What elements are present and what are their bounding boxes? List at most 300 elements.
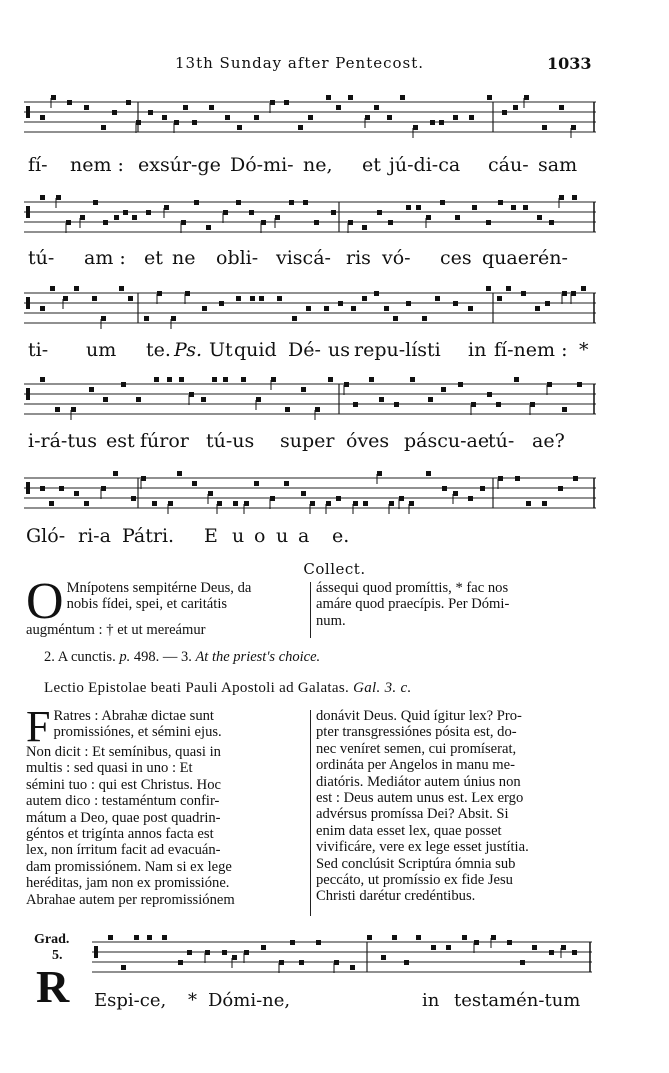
neume [472,205,477,210]
neume [520,960,525,965]
neume [324,306,329,311]
neume [308,115,313,120]
neume [435,296,440,301]
neume [526,501,531,506]
gradual-label: Grad. [34,932,70,947]
neume [80,215,85,220]
epistle-reference: Gal. 3. c. [353,680,412,696]
neume [572,950,577,955]
neume [201,397,206,402]
neume [108,935,113,940]
neume [374,291,379,296]
clef [26,206,30,218]
neume [147,935,152,940]
epistle-initial: F [26,702,51,751]
neume [74,491,79,496]
text-line: Abrahae autem per repromissiónem [26,891,235,908]
gradual-lyrics [94,990,594,1016]
epistle-right-column [316,708,592,905]
syllable: sam [538,154,578,176]
neume [559,105,564,110]
syllable: ri-a [78,525,111,547]
neume [571,291,576,296]
chant-staff-4 [24,374,596,424]
neume [103,220,108,225]
syllable: fúror [140,430,189,452]
neume [524,95,529,100]
neume [236,296,241,301]
syllable: ne [172,247,196,269]
neume [192,481,197,486]
neume [101,125,106,130]
text-line: mátum a Deo, quae post quadrin- [26,809,221,826]
neume [244,501,249,506]
epistle-left-column [26,702,304,908]
neume [572,195,577,200]
neume [363,501,368,506]
clef [94,946,98,958]
syllable: quaerén- [482,247,568,269]
neume [185,291,190,296]
neume [326,95,331,100]
neume [406,301,411,306]
neume [292,316,297,321]
neume [387,115,392,120]
neume [178,960,183,965]
neume [409,501,414,506]
text-line: géntos et trigínta annos facta est [26,826,214,843]
neume [404,960,409,965]
neume [205,950,210,955]
neume [532,945,537,950]
neume [521,291,526,296]
text-line: vivificáre, vere ex lege esset justítia. [316,839,529,856]
neume [89,387,94,392]
neume [362,225,367,230]
text-line: multis : sed quasi in uno : Et [26,760,193,777]
text-line: num. [316,612,346,629]
syllable: fí-nem : [494,339,568,361]
neume [316,940,321,945]
syllable: nem : [70,154,124,176]
neume [306,306,311,311]
syllable: óves [346,430,390,452]
neume [181,220,186,225]
neume [498,476,503,481]
neume [84,501,89,506]
neume [547,382,552,387]
note-separator: — 3. [162,649,192,665]
neume [134,935,139,940]
neume [164,205,169,210]
neume [338,301,343,306]
neume [506,286,511,291]
neume [162,935,167,940]
neume [222,950,227,955]
gradual-staff [92,932,592,982]
syllable: tú-us [206,430,255,452]
neume [426,471,431,476]
syllable: super [280,430,335,452]
chant-lyrics-5 [26,525,626,551]
neume [530,402,535,407]
neume [40,115,45,120]
neume [497,296,502,301]
neume [298,125,303,130]
syllable: fí- [28,154,48,176]
neume [187,950,192,955]
note-page-ref: 498. [133,649,160,665]
syllable: ris [346,247,371,269]
syllable: Pátri. [122,525,175,547]
neume [301,387,306,392]
syllable: viscá- [276,247,331,269]
neume [167,377,172,382]
neume [507,940,512,945]
neume [453,301,458,306]
neume [270,496,275,501]
neume [331,210,336,215]
neume [351,306,356,311]
text-line: sémini tuo : qui est Christus. Hoc [26,776,221,793]
syllable: u [276,525,289,547]
neume [40,486,45,491]
neume [440,200,445,205]
neume [208,491,213,496]
syllable: Dómi-ne, [208,990,291,1011]
neume [441,387,446,392]
neume [123,210,128,215]
neume [515,476,520,481]
neume [455,215,460,220]
neume [561,945,566,950]
neume [101,316,106,321]
neume [428,397,433,402]
syllable: páscu-ae [404,430,490,452]
neume [136,397,141,402]
syllable: repu-lísti [354,339,441,361]
syllable: cáu- [488,154,529,176]
chant-lyrics-4 [26,430,626,456]
neume [377,471,382,476]
neume [537,215,542,220]
neume [523,205,528,210]
neume [577,382,582,387]
neume [558,486,563,491]
syllable: u [232,525,245,547]
neume [40,306,45,311]
syllable: am : [84,247,126,269]
neume [56,195,61,200]
neume [256,397,261,402]
neume [334,960,339,965]
neume [277,296,282,301]
syllable: vó- [382,247,411,269]
neume [279,960,284,965]
neume [400,95,405,100]
text-line: Ratres : Abrahæ dictae sunt [53,708,214,724]
syllable: et [144,247,163,269]
syllable: jú-di-ca [389,154,461,176]
neume [573,476,578,481]
syllable: te. [146,339,171,361]
syllable: um [86,339,117,361]
neume [223,377,228,382]
neume [511,205,516,210]
neume [254,481,259,486]
neume [365,115,370,120]
neume [71,407,76,412]
syllable: Gló- [26,525,66,547]
neume [212,377,217,382]
neume [514,377,519,382]
neume [487,95,492,100]
neume [446,945,451,950]
neume [315,407,320,412]
neume [119,286,124,291]
neume [422,316,427,321]
neume [542,501,547,506]
syllable: o [254,525,266,547]
clef [26,388,30,400]
neume [270,100,275,105]
epistle-heading [44,680,412,697]
collect-left-column [26,573,304,638]
neume [381,955,386,960]
page-title: 13th Sunday after Pentecost. [175,54,425,72]
neume [453,491,458,496]
neume [146,210,151,215]
neume [237,125,242,130]
chant-staff-2 [24,192,596,242]
neume [468,306,473,311]
neume [498,200,503,205]
page-number: 1033 [547,54,592,73]
syllable: ae? [532,430,565,452]
syllable: et [362,154,381,176]
neume [189,392,194,397]
gradual-initial: R [36,961,70,1012]
neume [442,486,447,491]
text-line: Sed conclúsit Scriptúra ómnia sub [316,855,516,872]
neume [148,110,153,115]
syllable: i-rá-tus [28,430,97,452]
neume [179,377,184,382]
neume [581,286,586,291]
syllable: Ut [209,339,233,361]
neume [535,306,540,311]
text-line: pter transgressiónes pósita est, do- [316,724,517,741]
syllable: E [204,525,218,547]
collect-heading: Collect. [303,560,366,578]
neume [202,306,207,311]
neume [114,215,119,220]
text-line: nec veníret semen, cui promíserat, [316,740,517,757]
neume [51,95,56,100]
neume [40,377,45,382]
text-line: heréditas, jam non ex promissióne. [26,875,230,892]
neume [545,301,550,306]
neume [559,195,564,200]
syllable: ti- [28,339,49,361]
neume [40,195,45,200]
text-line: est : Deus autem unus est. Lex ergo [316,790,524,807]
neume [571,125,576,130]
column-divider [310,582,311,638]
text-line: peccáto, ut promíssio ex fide Jesu [316,872,513,889]
neume [348,95,353,100]
clef [26,106,30,118]
neume [261,220,266,225]
neume [50,286,55,291]
neume [486,220,491,225]
neume [502,110,507,115]
chant-lyrics-1 [26,154,626,180]
syllable: * [579,339,589,361]
neume [244,950,249,955]
neume [241,377,246,382]
neume [236,200,241,205]
neume [74,286,79,291]
neume [430,120,435,125]
chant-staff-3 [24,283,596,333]
syllable: testamén-tum [454,990,581,1011]
running-header [0,54,669,78]
neume [101,486,106,491]
neume [462,935,467,940]
neume [284,481,289,486]
neume [367,935,372,940]
neume [171,316,176,321]
neume [93,200,98,205]
neume [369,377,374,382]
neume [59,486,64,491]
neume [152,501,157,506]
neume [496,402,501,407]
neume [416,205,421,210]
neume [154,377,159,382]
neume [487,392,492,397]
neume [344,382,349,387]
text-line: Mnípotens sempitérne Deus, da [66,580,252,596]
neume [55,407,60,412]
column-divider [310,710,311,916]
neume [219,301,224,306]
collect-right-column [316,580,592,629]
syllable: ne, [303,154,333,176]
neume [413,125,418,130]
neume [374,105,379,110]
syllable: quid [234,339,277,361]
neume [49,501,54,506]
neume [303,200,308,205]
note-prefix: 2. A cunctis. [44,649,116,665]
text-line: amáre quod praecípis. Per Dómi- [316,596,510,613]
note-page-label: p. [119,649,131,665]
neume [542,125,547,130]
neume [353,402,358,407]
syllable: ces [440,247,472,269]
neume [141,476,146,481]
neume [410,377,415,382]
neume [132,215,137,220]
neume [84,105,89,110]
neume [121,382,126,387]
neume [290,940,295,945]
syllable: in [422,990,440,1011]
neume [92,296,97,301]
neume [259,296,264,301]
collect-initial: O [26,573,64,630]
neume [233,501,238,506]
neume [103,397,108,402]
neume [225,115,230,120]
neume [112,110,117,115]
neume [168,501,173,506]
epistle-title: Lectio Epistolae beati Pauli Apostoli ad Galatas. [44,680,350,696]
syllable: Dé- [288,339,321,361]
note-italic: At the priest's choice. [195,649,321,665]
text-line: ássequi quod promíttis, * fac nos [316,580,509,596]
neume [379,397,384,402]
text-line: lex, non írritum facit ad evacuán- [26,842,221,859]
syllable: tú- [488,430,515,452]
text-line: dam promissiónem. Nam si ex lege [26,858,232,875]
neume [113,471,118,476]
syllable: exsúr-ge [138,154,221,176]
neume [144,316,149,321]
neume [426,215,431,220]
syllable: obli- [216,247,259,269]
text-line: augméntum : † et ut mereámur [26,622,206,638]
neume [67,100,72,105]
text-line: promissiónes, et sémini ejus. [53,724,222,741]
clef [26,297,30,309]
neume [131,496,136,501]
neume [194,200,199,205]
syllable: Dó-mi- [230,154,294,176]
neume [348,220,353,225]
neume [206,225,211,230]
gradual-mode: 5. [52,948,63,963]
text-line: autem dico : testaméntum confir- [26,793,220,810]
neume [254,115,259,120]
neume [486,286,491,291]
neume [336,496,341,501]
neume [562,407,567,412]
neume [232,955,237,960]
neume [223,210,228,215]
chant-staff-1 [24,92,596,142]
neume [491,935,496,940]
neume [474,940,479,945]
chant-lyrics-2 [26,247,626,273]
syllable: tú- [28,247,55,269]
neume [314,220,319,225]
neume [121,965,126,970]
neume [63,296,68,301]
neume [469,115,474,120]
neume [362,296,367,301]
neume [431,945,436,950]
neume [271,377,276,382]
neume [275,215,280,220]
neume [389,501,394,506]
neume [174,120,179,125]
neume [326,501,331,506]
neume [377,210,382,215]
neume [384,306,389,311]
